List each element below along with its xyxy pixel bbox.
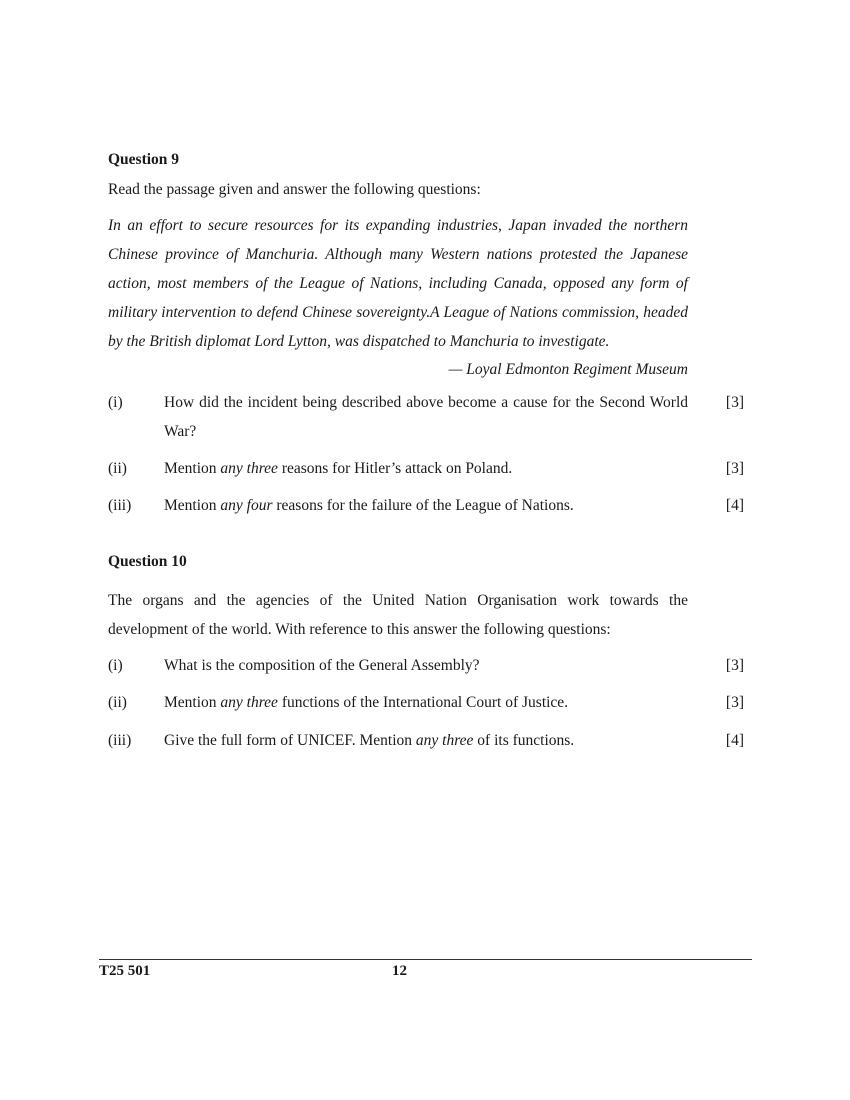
subquestion-marks: [3] [725, 694, 744, 711]
subquestion-text: What is the composition of the General Assembly? [164, 657, 480, 674]
subquestion-number: (ii) [108, 460, 127, 477]
subquestion-marks: [4] [725, 732, 744, 749]
subquestion-marks: [4] [725, 497, 744, 514]
question-9-passage: In an effort to secure resources for its expanding industries, Japan invaded the northern Chinese province of Manchuria. Although many Western nations protested the Japanese action, most members of the League of Nations, including Canada, opposed any form of military intervention to defend Chinese sovereignty.A League of Nations commission, headed by the British diplomat Lord Lytton, was dispatched to Manchuria to investigate. [108, 217, 688, 350]
subquestion-marks: [3] [725, 394, 744, 411]
subquestion-text: Mention any four reasons for the failure of the League of Nations. [164, 497, 574, 514]
subquestion-number: (i) [108, 394, 123, 411]
question-9-intro: Read the passage given and answer the following questions: [108, 181, 481, 198]
subquestion-text: How did the incident being described above become a cause for the Second World War? [164, 394, 688, 440]
subquestion-number: (iii) [108, 497, 132, 514]
subquestion-number: (i) [108, 657, 123, 674]
subquestion-marks: [3] [725, 657, 744, 674]
subquestion-marks: [3] [725, 460, 744, 477]
passage-attribution: — Loyal Edmonton Regiment Museum [448, 361, 688, 378]
subquestion-text: Mention any three functions of the International Court of Justice. [164, 694, 569, 711]
subquestion-text: Mention any three reasons for Hitler’s attack on Poland. [164, 460, 513, 477]
subquestion-number: (ii) [108, 694, 127, 711]
page-number: 12 [392, 963, 407, 979]
question-10-title: Question 10 [108, 553, 187, 570]
footer-divider [99, 959, 752, 960]
question-9-title: Question 9 [108, 151, 180, 168]
paper-code: T25 501 [99, 963, 151, 979]
subquestion-text: Give the full form of UNICEF. Mention any three of its functions. [164, 732, 575, 749]
subquestion-number: (iii) [108, 732, 132, 749]
question-10-intro: The organs and the agencies of the United Nation Organisation work towards the development of the world. With reference to this answer the following questions: [108, 592, 688, 638]
